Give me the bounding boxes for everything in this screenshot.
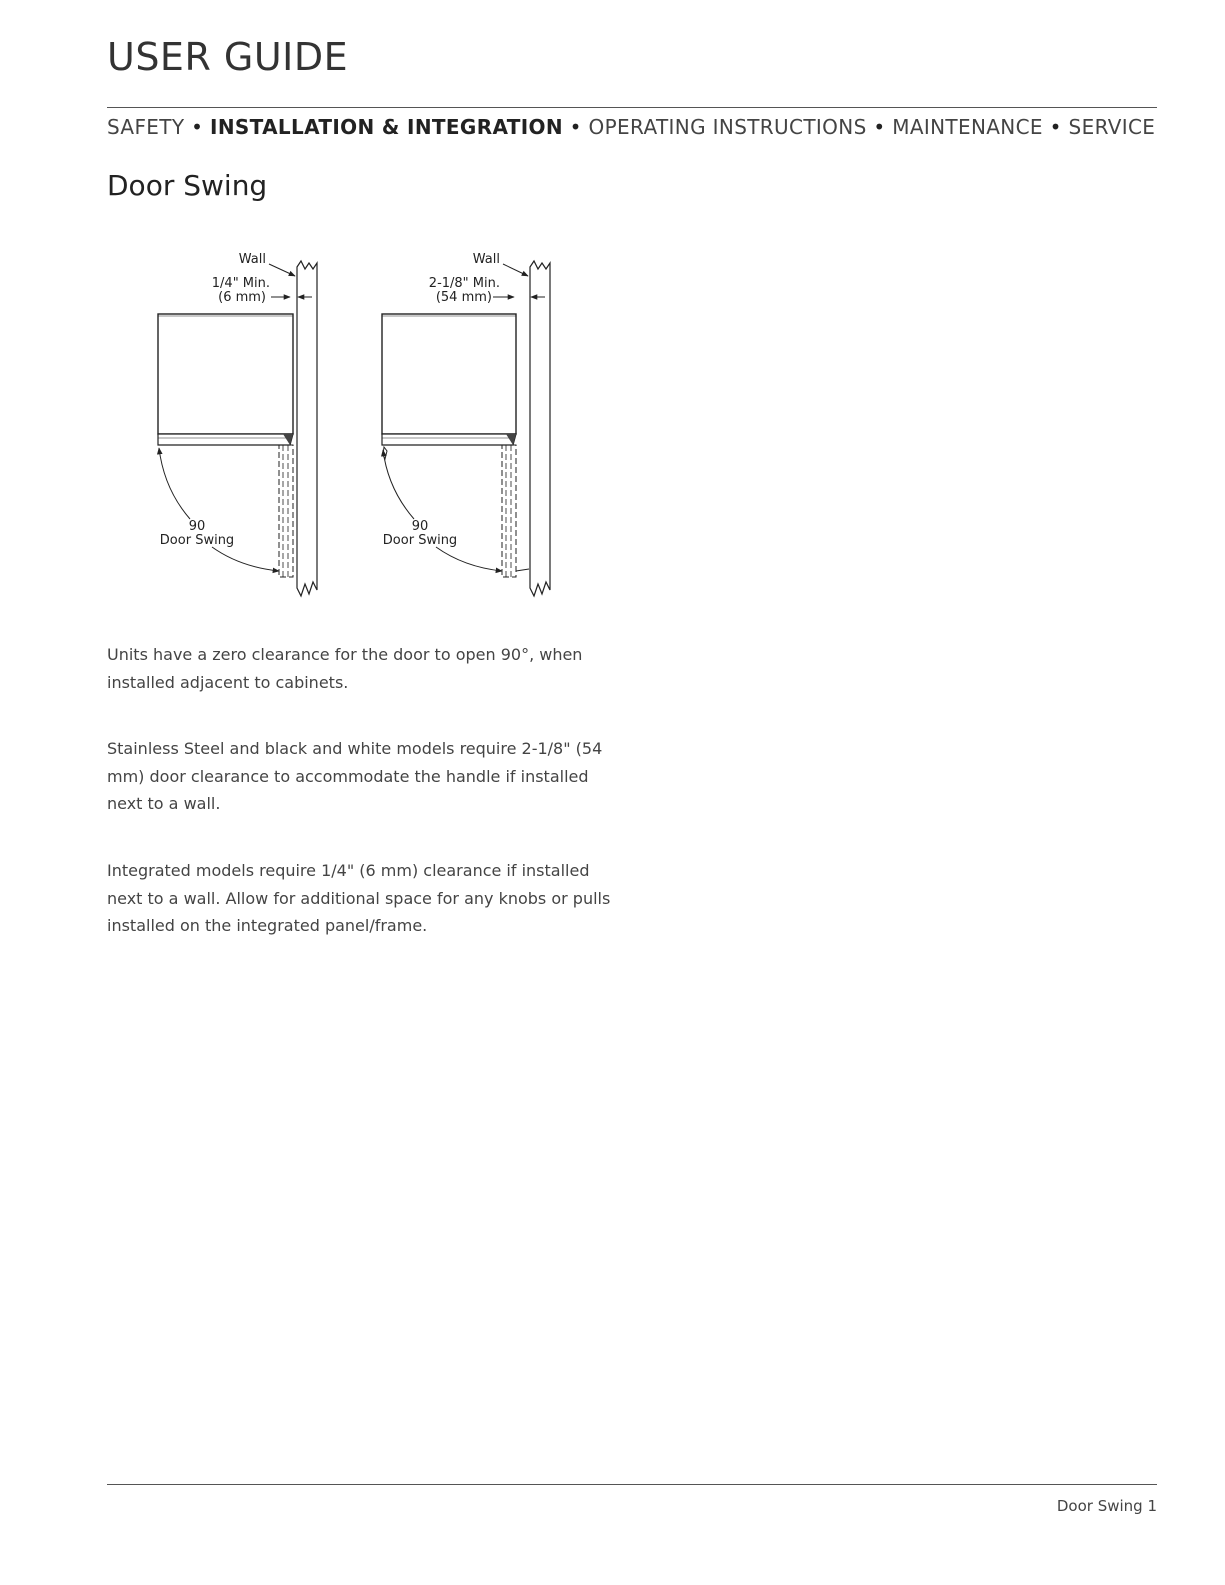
paragraph-1-text: Units have a zero clearance for the door to open 90°, when installed adjacent to cabinets. — [107, 645, 583, 692]
right-swing-arc-lower — [436, 547, 502, 571]
section-nav — [107, 114, 1167, 140]
nav-item-maintenance[interactable]: MAINTENANCE — [892, 115, 1043, 139]
left-swing-label: Door Swing — [159, 533, 235, 548]
right-installation-drawing — [382, 252, 550, 596]
nav-separator: • — [873, 115, 886, 139]
right-wall-label: Wall — [472, 252, 500, 267]
nav-item-safety[interactable]: SAFETY — [107, 115, 185, 139]
right-clearance-metric-label: (54 mm) — [435, 290, 492, 305]
paragraph-2-text: Stainless Steel and black and white models require 2-1/8" (54 mm) door clearance to accommodate the handle if installed next to a wall. — [107, 739, 603, 813]
page-heading: Door Swing — [107, 169, 268, 202]
nav-item-installation[interactable]: INSTALLATION & INTEGRATION — [210, 115, 563, 139]
paragraph-stainless-clearance — [107, 735, 627, 818]
left-wall — [297, 261, 317, 596]
nav-separator: • — [569, 115, 582, 139]
left-wall-label: Wall — [238, 252, 266, 267]
left-cabinet — [158, 314, 293, 434]
document-title: USER GUIDE — [107, 35, 349, 79]
left-angle-label: 90 — [188, 519, 206, 534]
nav-item-service[interactable]: SERVICE — [1068, 115, 1156, 139]
footer-divider — [107, 1484, 1157, 1485]
left-installation-drawing — [158, 252, 317, 596]
left-door-closed — [158, 434, 293, 445]
right-cabinet — [382, 314, 516, 434]
nav-item-operating[interactable]: OPERATING INSTRUCTIONS — [588, 115, 867, 139]
right-wall — [530, 261, 550, 596]
left-swing-arc-upper — [159, 448, 190, 519]
right-angle-label: 90 — [411, 519, 429, 534]
nav-separator: • — [1049, 115, 1062, 139]
left-door-open — [279, 445, 293, 577]
left-swing-arc-lower — [212, 547, 279, 571]
paragraph-zero-clearance — [107, 641, 627, 696]
header-divider — [107, 107, 1157, 108]
nav-separator: • — [191, 115, 204, 139]
right-clearance-label: 2-1/8" Min. — [428, 276, 500, 291]
right-door-closed — [382, 434, 516, 445]
right-swing-arc-upper — [383, 450, 414, 519]
paragraph-3-text: Integrated models require 1/4" (6 mm) clearance if installed next to a wall. Allow for additional space for any knobs or pulls installed on the integrated panel/frame. — [107, 861, 611, 935]
footer-page-label: Door Swing 1 — [1056, 1497, 1157, 1515]
right-door-open — [502, 445, 516, 577]
left-clearance-metric-label: (6 mm) — [218, 290, 266, 305]
paragraph-integrated-clearance — [107, 857, 627, 940]
door-swing-diagram — [140, 245, 580, 615]
right-swing-label: Door Swing — [382, 533, 458, 548]
left-clearance-label: 1/4" Min. — [211, 276, 270, 291]
